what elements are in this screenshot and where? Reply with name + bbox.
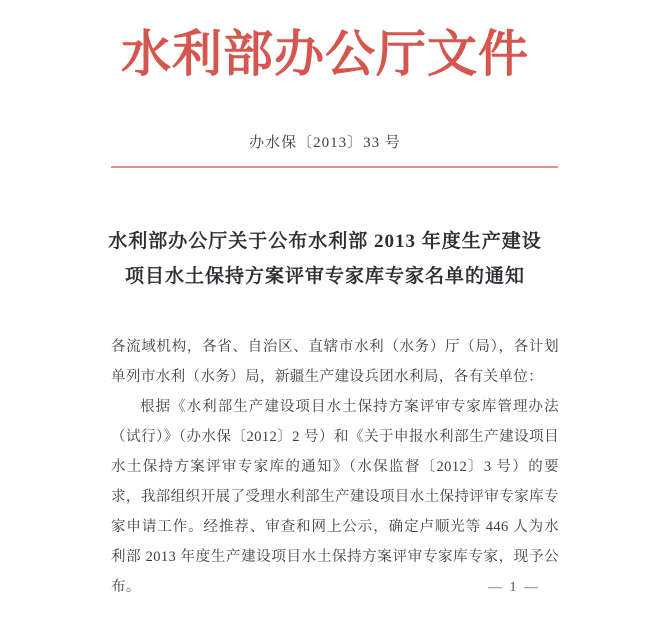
page-number: — 1 — [488, 580, 540, 595]
document-title [101, 224, 549, 294]
document-header-title: 水利部办公厅文件 [121, 26, 529, 82]
document-title-line1: 水利部办公厅关于公布水利部 2013 年度生产建设 [108, 231, 542, 252]
document-number: 办水保〔2013〕33 号 [249, 135, 401, 151]
document-title-line2: 项目水土保持方案评审专家库专家名单的通知 [124, 266, 525, 287]
body-paragraph: 根据《水利部生产建设项目水土保持方案评审专家库管理办法（试行）》（办水保〔2012〕2 号）和《关于申报水利部生产建设项目水土保持方案评审专家库的通知》（水保监督〔2012〕3 号）的要求，我部组织开展了受理水利部生产建设项目水土保持评审专家库专家申请工作。经推荐、审查和网上公示，确定卢顺光等 446 人为水利部 2013 年度生产建设项目水土保持方案评审专家库专家，现予公布。 [111, 399, 559, 595]
header-divider-rule [111, 166, 558, 168]
document-body [111, 332, 559, 602]
addressee-paragraph: 各流域机构，各省、自治区、直辖市水利（水务）厅（局），各计划单列市水利（水务）局，新疆生产建设兵团水利局，各有关单位： [111, 339, 559, 385]
